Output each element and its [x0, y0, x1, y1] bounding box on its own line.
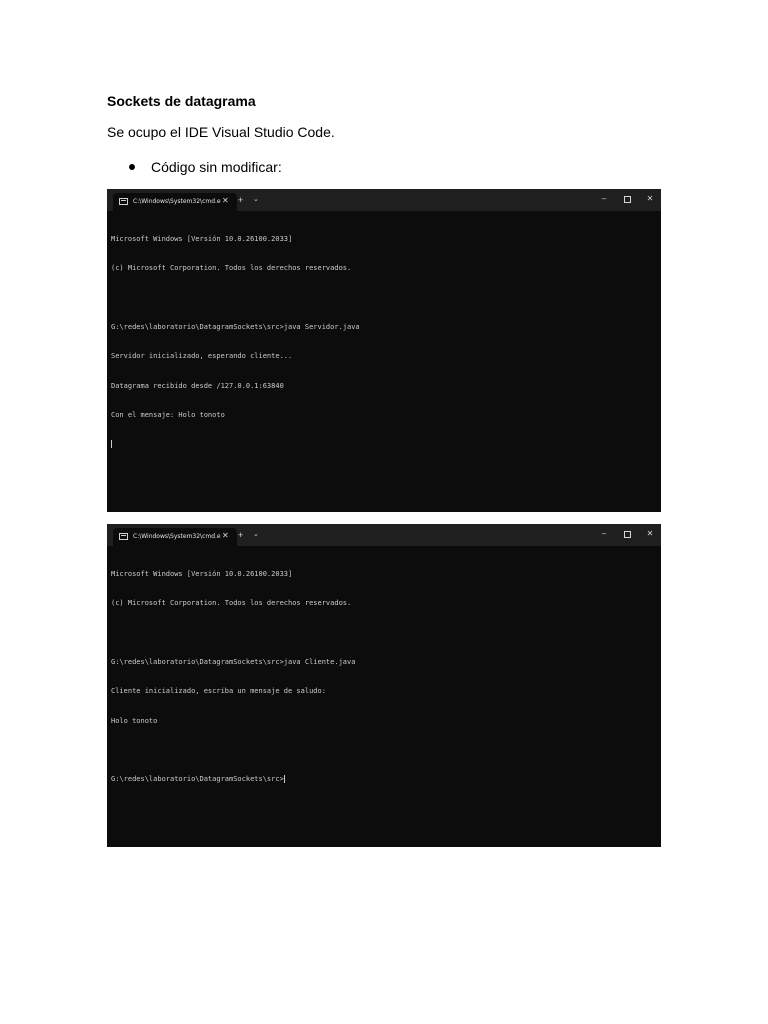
document-heading: Sockets de datagrama: [107, 93, 256, 109]
terminal-window-client: [107, 524, 661, 847]
terminal-tab[interactable]: [113, 528, 237, 546]
terminal-titlebar: [107, 524, 661, 546]
terminal-tab[interactable]: [113, 193, 237, 211]
minimize-icon[interactable]: –: [601, 529, 607, 538]
document-bullet-item: [129, 158, 282, 176]
terminal-window-server: [107, 189, 661, 512]
chevron-down-icon[interactable]: ⌄: [253, 196, 259, 203]
plus-icon[interactable]: +: [238, 530, 244, 540]
console-line: Microsoft Windows [Versión 10.0.26100.2033]: [111, 569, 293, 578]
console-line: Servidor inicializado, esperando cliente...: [111, 352, 293, 361]
bullet-text: Código sin modificar:: [151, 159, 282, 175]
console-line: [111, 293, 657, 303]
document-paragraph: Se ocupo el IDE Visual Studio Code.: [107, 124, 335, 140]
minimize-icon[interactable]: –: [601, 194, 607, 203]
terminal-icon: [119, 533, 128, 540]
maximize-icon[interactable]: [620, 193, 634, 207]
text-cursor: [284, 775, 285, 783]
tab-title: C:\Windows\System32\cmd.e: [133, 533, 221, 540]
maximize-icon[interactable]: [620, 528, 634, 542]
console-line: Con el mensaje: Holo tonoto: [111, 410, 225, 419]
console-line: [111, 746, 657, 756]
text-cursor: [111, 440, 112, 448]
terminal-output[interactable]: [111, 550, 657, 805]
console-line: [111, 628, 657, 638]
console-line: G:\redes\laboratorio\DatagramSockets\src>java Servidor.java: [111, 322, 360, 331]
window-close-icon[interactable]: ✕: [646, 194, 654, 203]
console-prompt: G:\redes\laboratorio\DatagramSockets\src>: [111, 775, 284, 784]
terminal-output[interactable]: [111, 215, 657, 470]
console-line: (c) Microsoft Corporation. Todos los derechos reservados.: [111, 598, 352, 607]
console-line: Cliente inicializado, escriba un mensaje de saludo:: [111, 687, 326, 696]
tab-title: C:\Windows\System32\cmd.e: [133, 198, 221, 205]
close-icon[interactable]: ✕: [222, 196, 229, 205]
console-line: Microsoft Windows [Versión 10.0.26100.2033]: [111, 234, 293, 243]
bullet-dot-icon: [129, 164, 135, 170]
plus-icon[interactable]: +: [238, 195, 244, 205]
console-line: (c) Microsoft Corporation. Todos los derechos reservados.: [111, 263, 352, 272]
console-line: G:\redes\laboratorio\DatagramSockets\src>java Cliente.java: [111, 657, 356, 666]
close-icon[interactable]: ✕: [222, 531, 229, 540]
chevron-down-icon[interactable]: ⌄: [253, 531, 259, 538]
console-line: Holo tonoto: [111, 716, 158, 725]
console-prompt-line: [111, 775, 657, 785]
terminal-icon: [119, 198, 128, 205]
console-line: Datagrama recibido desde /127.0.0.1:63840: [111, 381, 284, 390]
console-cursor-line: [111, 440, 657, 450]
terminal-titlebar: [107, 189, 661, 211]
window-close-icon[interactable]: ✕: [646, 529, 654, 538]
